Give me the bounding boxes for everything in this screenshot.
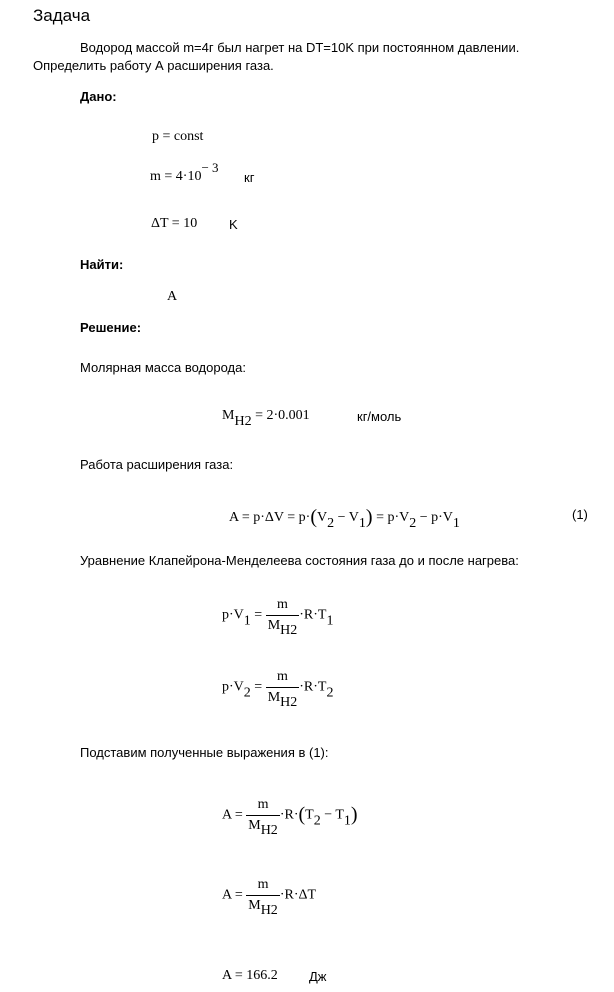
eq-before-den-sub: H2 — [280, 623, 298, 638]
given-mass — [150, 160, 219, 185]
work-eq-part-3: − p·V — [416, 510, 453, 525]
given-mass-exponent: − 3 — [201, 160, 219, 175]
find-heading: Найти: — [80, 257, 124, 272]
work-eq-part-2: = p·V — [372, 510, 410, 525]
given-delta-t: ΔT = 10 — [151, 216, 198, 231]
eq-sub1-den-sub: H2 — [260, 823, 278, 838]
equation-delta-t — [222, 877, 317, 918]
eq-sub2-fraction — [246, 877, 280, 918]
eq-sub1-t1-sub: 1 — [343, 813, 351, 829]
given-mass-value: m = 4·10 — [150, 169, 202, 184]
eq-sub1-lhs: A = — [222, 807, 247, 823]
molar-mass-subscript: H2 — [234, 414, 252, 429]
equation-substituted — [222, 797, 358, 838]
molar-mass-symbol: M — [222, 408, 235, 423]
problem-line-1: Водород массой m=4г был нагрет на DT=10K при постоянном давлении. — [80, 40, 520, 55]
eq-sub2-den-sub: H2 — [260, 903, 278, 918]
eq-sub1-den-symbol: M — [248, 818, 261, 833]
eq-after-fraction — [266, 669, 300, 710]
equation-before-heating — [222, 597, 334, 638]
eq-sub2-den-symbol: M — [248, 898, 261, 913]
work-eq-s2: 2 — [409, 516, 417, 531]
eq-after-numerator: m — [277, 669, 288, 684]
given-heading: Дано: — [80, 89, 117, 104]
equation-number: (1) — [572, 507, 588, 522]
clapeyron-label: Уравнение Клапейрона-Менделеева состояния газа до и после нагрева: — [80, 553, 519, 568]
eq-after-den-symbol: M — [267, 690, 281, 705]
eq-after-rhs: ·R·T — [299, 679, 327, 695]
solution-heading: Решение: — [80, 320, 142, 335]
given-mass-unit: кг — [244, 170, 255, 185]
eq-sub1-t2-sub: 2 — [313, 813, 321, 829]
molar-mass-label: Молярная масса водорода: — [80, 360, 246, 375]
work-eq-s1: 1 — [452, 516, 460, 531]
eq-sub1-rhs: ·R· — [279, 807, 299, 823]
eq-before-denominator — [266, 615, 300, 638]
eq-before-fraction — [266, 597, 300, 638]
eq-sub1-numerator: m — [257, 797, 269, 812]
result-value: A = 166.2 — [222, 968, 278, 983]
substitute-label: Подставим полученные выражения в (1): — [80, 745, 329, 760]
find-value: A — [167, 289, 178, 304]
eq-sub2-numerator: m — [257, 877, 269, 892]
eq-after-denominator — [266, 687, 300, 710]
work-eq-v2-sub: 2 — [327, 516, 335, 531]
problem-line-2: Определить работу А расширения газа. — [33, 58, 274, 73]
eq-after-lhs-sub: 2 — [243, 685, 251, 701]
page-title: Задача — [33, 6, 91, 25]
eq-before-den-symbol: M — [267, 618, 281, 633]
eq-before-numerator: m — [277, 597, 288, 612]
eq-before-rhs-sub: 1 — [326, 613, 334, 629]
eq-after-equals: = — [250, 679, 266, 695]
work-equation — [229, 506, 460, 529]
molar-mass-value: = 2·0.001 — [251, 408, 310, 423]
eq-sub1-rparen: ) — [350, 803, 358, 826]
eq-sub1-minus: − T — [320, 807, 344, 823]
eq-after-rhs-sub: 2 — [326, 685, 334, 701]
work-eq-lparen: ( — [310, 506, 317, 528]
equation-after-heating — [222, 669, 334, 710]
eq-sub2-rhs: ·R·ΔT — [279, 887, 317, 903]
molar-mass-unit: кг/моль — [357, 409, 402, 424]
work-eq-minus: − V — [334, 510, 359, 525]
eq-sub2-lhs: A = — [222, 887, 247, 903]
given-pressure: p = const — [152, 129, 204, 144]
molar-mass-formula — [222, 408, 310, 429]
eq-before-equals: = — [250, 607, 266, 623]
eq-sub1-lparen: ( — [298, 803, 306, 826]
result-unit: Дж — [309, 969, 327, 984]
given-delta-t-unit: K — [229, 217, 238, 232]
eq-sub1-t2: T — [305, 807, 314, 823]
eq-after-den-sub: H2 — [280, 695, 298, 710]
eq-before-lhs: p·V — [222, 607, 244, 623]
eq-sub1-denominator — [246, 815, 280, 838]
work-eq-v1-sub: 1 — [358, 516, 366, 531]
eq-before-lhs-sub: 1 — [243, 613, 251, 629]
work-eq-part-1: A = p·ΔV = p· — [229, 510, 311, 525]
eq-after-lhs: p·V — [222, 679, 244, 695]
eq-sub1-fraction — [246, 797, 280, 838]
eq-before-rhs: ·R·T — [299, 607, 327, 623]
work-eq-v2: V — [317, 510, 328, 525]
work-label: Работа расширения газа: — [80, 457, 234, 472]
work-eq-rparen: ) — [365, 506, 373, 528]
eq-sub2-denominator — [246, 895, 280, 918]
